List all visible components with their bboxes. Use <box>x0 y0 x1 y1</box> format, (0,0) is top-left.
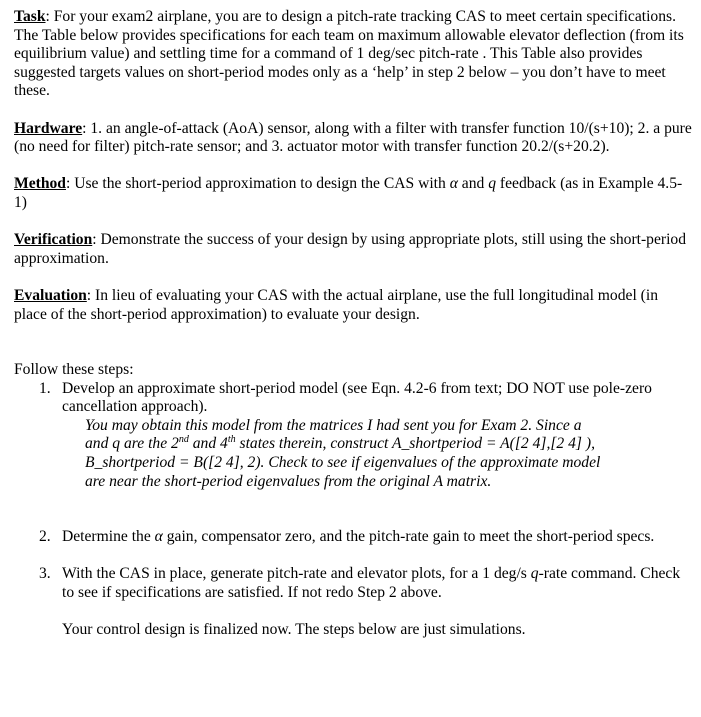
step-1-note <box>62 417 605 491</box>
hardware-text: : 1. an angle-of-attack (AoA) sensor, along with a filter with transfer function 10/(s+10); 2. a pure (no need for filter) pitch-rate sensor; and 3. actuator motor with transfer function 20.2/(s+20.2). <box>14 119 692 156</box>
task-heading: Task <box>14 8 46 25</box>
verification-paragraph <box>14 231 694 268</box>
verification-heading: Verification <box>14 231 93 249</box>
note-text-b: and 4 <box>188 435 228 453</box>
step-number: 2. <box>39 528 51 546</box>
step-text-a: Determine the <box>62 528 155 546</box>
q-symbol: q <box>488 175 497 193</box>
method-text-a: : Use the short-period approximation to design the CAS with <box>65 175 450 193</box>
evaluation-paragraph <box>14 287 694 324</box>
evaluation-text: : In lieu of evaluating your CAS with the actual airplane, use the full longitudinal model (in place of the short-period approximation) to evaluate your design. <box>14 286 659 323</box>
note-superscript-th: th <box>227 434 236 446</box>
step-text-b: -rate command. Check to see if specifications are satisfied. If not redo Step 2 above. <box>62 565 681 602</box>
step-text-a: With the CAS in place, generate pitch-rate and elevator plots, for a 1 deg/s <box>62 565 531 583</box>
step-item-3 <box>14 565 694 602</box>
task-text: : For your exam2 airplane, you are to design a pitch-rate tracking CAS to meet certain specifications. The Table below provides specifications for each team on maximum allowable elevator deflection (from its equilibrium value) and settling time for a command of 1 deg/sec pitch-rate . This Table also provides suggested targets values on short-period modes only as a ‘help’ in step 2 below – you don’t have to meet these. <box>14 8 684 100</box>
alpha-symbol: α <box>154 528 163 546</box>
step-item-1 <box>14 380 694 492</box>
note-text-c: states therein, construct A_shortperiod = A([2 4],[2 4] ), B_shortperiod = B([2 4], 2). Check to see if eigenvalues of the approximate model are near the short-period eigenvalues from the original A matrix. <box>85 435 601 490</box>
step-text <box>62 528 694 547</box>
step-text-b: gain, compensator zero, and the pitch-rate gain to meet the short-period specs. <box>162 528 655 546</box>
step-text: Develop an approximate short-period model (see Eqn. 4.2-6 from text; DO NOT use pole-zero cancellation approach). <box>62 379 652 416</box>
steps-list <box>14 380 694 603</box>
method-heading: Method <box>14 175 66 193</box>
evaluation-heading: Evaluation <box>14 286 87 304</box>
steps-intro: Follow these steps: <box>14 361 134 379</box>
step-text <box>62 565 694 602</box>
document-body <box>14 8 694 640</box>
step-number: 1. <box>39 379 51 397</box>
method-text-c: feedback (as in Example 4.5-1) <box>14 175 683 211</box>
step-number: 3. <box>39 565 51 583</box>
method-text-b: and <box>457 175 489 193</box>
closing-statement: Your control design is finalized now. The steps below are just simulations. <box>62 621 526 639</box>
alpha-symbol: α <box>449 175 458 193</box>
verification-text: : Demonstrate the success of your design by using appropriate plots, still using the short-period approximation. <box>14 231 687 267</box>
step-item-2 <box>14 528 694 547</box>
hardware-heading: Hardware <box>14 119 83 137</box>
task-paragraph <box>14 8 694 101</box>
method-paragraph <box>14 175 694 212</box>
note-superscript-nd: nd <box>178 434 189 446</box>
note-text-a: You may obtain this model from the matrices I had sent you for Exam 2. Since a and q are the 2 <box>85 416 582 453</box>
hardware-paragraph <box>14 120 694 157</box>
q-symbol: q <box>530 565 539 583</box>
